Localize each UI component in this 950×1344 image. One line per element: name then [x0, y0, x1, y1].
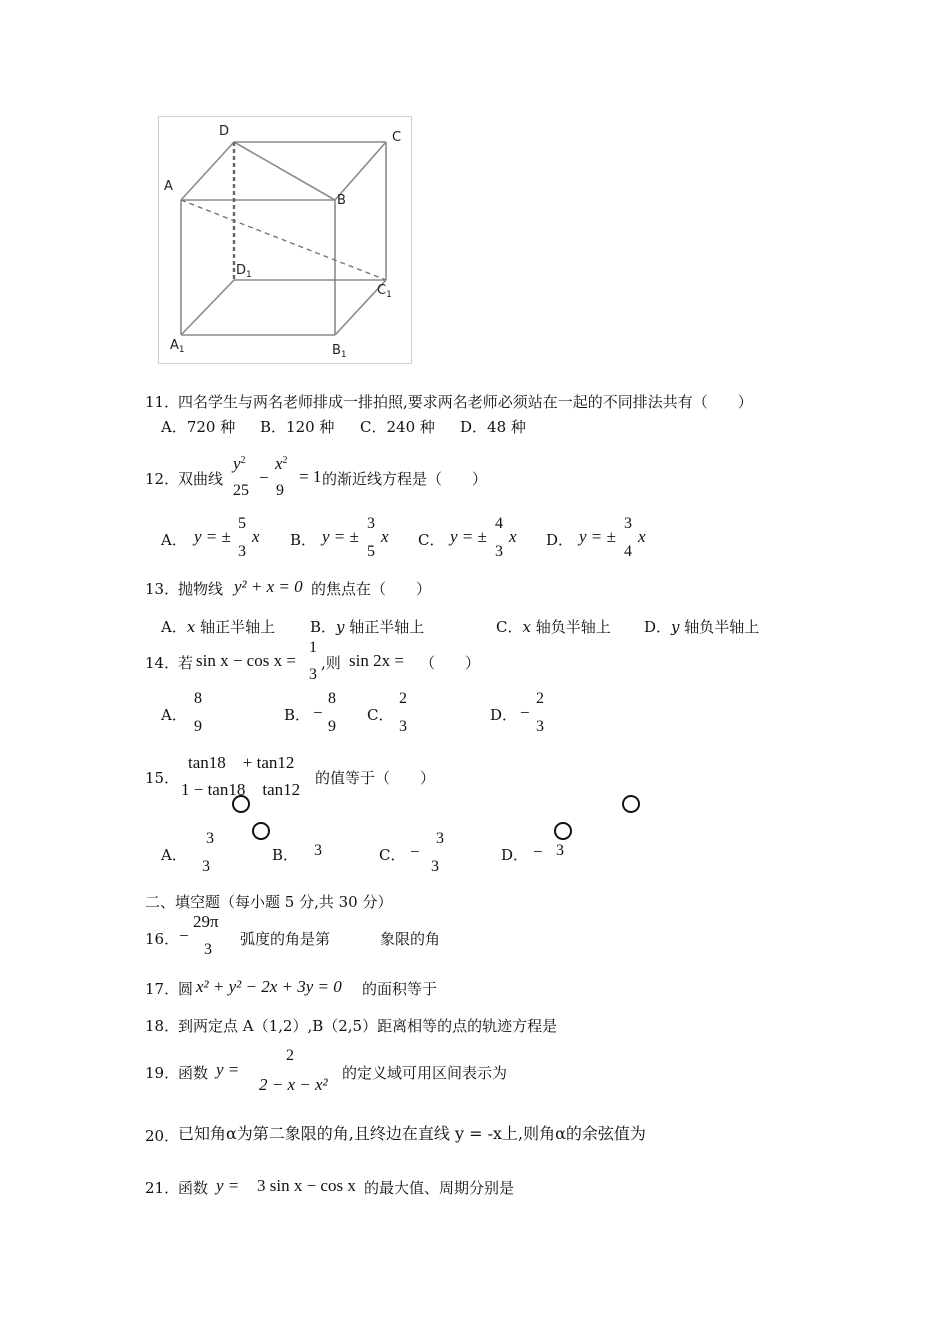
- q19-pre: 函数: [178, 1064, 209, 1082]
- q15-option-d-minus: −: [533, 842, 543, 861]
- q12-frac1-den: 25: [233, 482, 249, 499]
- q15-post: 的值等于（ ）: [315, 769, 436, 787]
- q12-option-b-den: 5: [367, 543, 375, 560]
- q12-option-a-ypm: y = ±: [194, 527, 231, 546]
- label-C1: $C_1$: [377, 283, 392, 300]
- q12-option-b-x: x: [381, 527, 389, 546]
- q12-option-c-x: x: [509, 527, 517, 546]
- q15-option-a-label: A．: [161, 846, 187, 864]
- q11-stem: 四名学生与两名老师排成一排拍照,要求两名老师必须站在一起的不同排法共有（ ）: [178, 393, 753, 411]
- q15-option-a-den: 3: [202, 858, 210, 875]
- q14-option-b-den: 9: [328, 718, 336, 735]
- radical-circle-icon: [252, 822, 270, 840]
- q14-option-a-den: 9: [194, 718, 202, 735]
- q16-text-1: 弧度的角是第: [240, 930, 331, 948]
- q14-post: （ ）: [420, 654, 481, 672]
- q15-frac-bottom: 1 − tan18 tan12: [181, 780, 301, 799]
- q19-post: 的定义域可用区间表示为: [342, 1064, 508, 1082]
- label-D: D: [219, 124, 230, 139]
- q14-frac-den: 3: [309, 666, 317, 683]
- q12-minus: −: [259, 468, 269, 487]
- q12-option-b-ypm: y = ±: [322, 527, 359, 546]
- q12-frac2-num: $x^2$: [275, 454, 288, 473]
- q14-number: 14．: [145, 654, 180, 672]
- q12-option-a-x: x: [252, 527, 260, 546]
- q14-equation-2: sin 2x =: [349, 651, 404, 670]
- q16-minus: −: [179, 926, 189, 945]
- q17-post: 的面积等于: [362, 980, 438, 998]
- cube-figure: [158, 116, 412, 364]
- degree-circle-icon: [622, 795, 640, 813]
- q12-option-b-num: 3: [367, 515, 375, 532]
- q12-frac1-num: $y^2$: [233, 454, 246, 473]
- q12-option-a-num: 5: [238, 515, 246, 532]
- q12-option-d-ypm: y = ±: [579, 527, 616, 546]
- q17-equation: x² + y² − 2x + 3y = 0: [196, 977, 342, 996]
- edge-A1D1: [181, 280, 234, 335]
- q12-option-c-num: 4: [495, 515, 503, 532]
- q20-text: 已知角α为第二象限的角,且终边在直线 y = -x上,则角α的余弦值为: [178, 1124, 646, 1143]
- q14-option-d-label: D．: [490, 706, 518, 724]
- edge-AD: [181, 142, 234, 200]
- q15-option-c-num: 3: [436, 830, 444, 847]
- label-A: A: [164, 179, 173, 194]
- q12-option-a-den: 3: [238, 543, 246, 560]
- q12-option-d-x: x: [638, 527, 646, 546]
- q18-number: 18．: [145, 1017, 180, 1035]
- q15-option-c-minus: −: [410, 842, 420, 861]
- q16-frac-den: 3: [204, 941, 212, 958]
- radical-circle-icon: [554, 822, 572, 840]
- q14-pre: 若: [178, 654, 194, 672]
- q18-text: 到两定点 A（1,2）,B（2,5）距离相等的点的轨迹方程是: [178, 1017, 558, 1035]
- q19-number: 19．: [145, 1064, 180, 1082]
- q12-eq1: = 1: [299, 467, 322, 486]
- q11-option-c: C．240 种: [360, 418, 435, 436]
- q13-pre: 抛物线: [178, 580, 224, 598]
- q14-option-b-minus: −: [313, 703, 323, 722]
- q12-number: 12．: [145, 470, 180, 488]
- q19-frac-num: 2: [286, 1047, 294, 1064]
- q21-expression: 3 sin x − cos x: [257, 1176, 356, 1195]
- q15-frac-top: tan18 + tan12: [188, 753, 295, 772]
- q12-frac2-den: 9: [276, 482, 284, 499]
- q21-post: 的最大值、周期分别是: [364, 1179, 515, 1197]
- q14-option-c-num: 2: [399, 690, 407, 707]
- label-B: B: [337, 193, 346, 208]
- q14-option-b-label: B．: [284, 706, 311, 724]
- q15-option-d-value: 3: [556, 842, 564, 859]
- q12-pre: 双曲线: [178, 470, 224, 488]
- q14-option-d-den: 3: [536, 718, 544, 735]
- q15-option-d-label: D．: [501, 846, 529, 864]
- q12-option-d-num: 3: [624, 515, 632, 532]
- q17-pre: 圆: [178, 980, 194, 998]
- q12-option-d-den: 4: [624, 543, 632, 560]
- q14-option-c-label: C．: [367, 706, 394, 724]
- degree-circle-icon: [232, 795, 250, 813]
- q16-frac-num: 29π: [193, 912, 219, 931]
- q13-option-b: B．y 轴正半轴上: [310, 618, 425, 636]
- q12-option-c-ypm: y = ±: [450, 527, 487, 546]
- q12-option-c-den: 3: [495, 543, 503, 560]
- label-D1: $D_1$: [236, 263, 252, 280]
- q20-number: 20．: [145, 1127, 180, 1145]
- cube-drawing: [159, 117, 411, 363]
- label-C: C: [392, 130, 402, 145]
- q13-post: 的焦点在（ ）: [311, 580, 432, 598]
- q12-option-a-label: A．: [161, 531, 187, 549]
- q14-equation: sin x − cos x =: [196, 651, 296, 670]
- q13-option-a: A．x 轴正半轴上: [161, 618, 276, 636]
- q19-y: y =: [216, 1060, 240, 1079]
- q21-number: 21．: [145, 1179, 180, 1197]
- q14-mid: ,则: [321, 654, 341, 672]
- label-B1: $B_1$: [332, 343, 347, 360]
- q13-equation: y² + x = 0: [234, 577, 303, 596]
- q13-number: 13．: [145, 580, 180, 598]
- q16-text-2: 象限的角: [380, 930, 441, 948]
- q14-option-c-den: 3: [399, 718, 407, 735]
- q14-option-d-minus: −: [520, 703, 530, 722]
- q14-option-a-label: A．: [161, 706, 187, 724]
- edge-DB: [234, 142, 335, 200]
- q12-option-d-label: D．: [546, 531, 574, 549]
- q13-option-c: C．x 轴负半轴上: [496, 618, 611, 636]
- q19-frac-den: 2 − x − x²: [259, 1075, 328, 1094]
- q21-y: y =: [216, 1176, 240, 1195]
- q14-frac-num: 1: [309, 639, 317, 656]
- q16-number: 16．: [145, 930, 180, 948]
- section-2-title: 二、填空题（每小题 5 分,共 30 分）: [145, 893, 393, 911]
- q15-option-b-value: 3: [314, 842, 322, 859]
- q15-option-b-label: B．: [272, 846, 299, 864]
- q12-option-b-label: B．: [290, 531, 317, 549]
- label-A1: $A_1$: [170, 338, 185, 355]
- q14-option-b-num: 8: [328, 690, 336, 707]
- q15-option-c-label: C．: [379, 846, 406, 864]
- q11-option-a: A．720 种: [161, 418, 236, 436]
- q12-option-c-label: C．: [418, 531, 445, 549]
- q21-pre: 函数: [178, 1179, 209, 1197]
- q14-option-a-num: 8: [194, 690, 202, 707]
- q11-number: 11．: [145, 393, 180, 411]
- q11-option-d: D．48 种: [460, 418, 526, 436]
- q15-option-c-den: 3: [431, 858, 439, 875]
- q11-option-b: B．120 种: [260, 418, 335, 436]
- q15-number: 15．: [145, 769, 180, 787]
- diagonal-AC1: [181, 200, 386, 280]
- q14-option-d-num: 2: [536, 690, 544, 707]
- q13-option-d: D．y 轴负半轴上: [644, 618, 760, 636]
- q15-option-a-num: 3: [206, 830, 214, 847]
- q17-number: 17．: [145, 980, 180, 998]
- q12-post: 的渐近线方程是（ ）: [322, 470, 488, 488]
- edge-CB: [335, 142, 386, 200]
